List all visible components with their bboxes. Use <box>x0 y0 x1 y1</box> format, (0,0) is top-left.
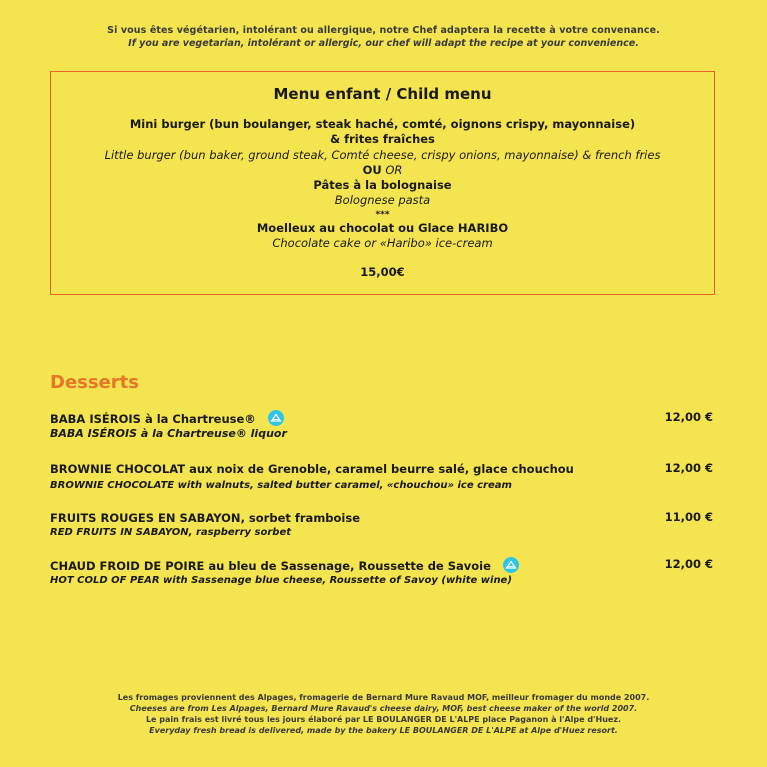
dessert-name <box>50 510 715 526</box>
footer-cheese-fr: Les fromages proviennent des Alpages, fromagerie de Bernard Mure Ravaud MOF, meilleur fromager du monde 2007. <box>117 693 650 702</box>
dietary-note-en: If you are vegetarian, intolérant or allergic, our chef will adapt the recipe at your convenience. <box>128 38 639 49</box>
footer-notes <box>0 692 767 736</box>
dessert-translation: BABA ISÉROIS à la Chartreuse® liquor <box>50 427 287 440</box>
dessert-name-bold: BABA ISÉROIS <box>50 412 141 426</box>
child-dessert-en: Chocolate cake or «Haribo» ice-cream <box>272 236 493 251</box>
child-menu-price: 15,00€ <box>360 265 405 280</box>
dessert-name-bold: FRUITS ROUGES EN SABAYON <box>50 511 241 525</box>
child-burger-en: Little burger (bun baker, ground steak, Comté cheese, crispy onions, mayonnaise) & french fries <box>104 147 661 162</box>
dessert-translation: RED FRUITS IN SABAYON, raspberry sorbet <box>50 527 292 538</box>
dessert-price: 12,00 € <box>664 410 713 424</box>
child-menu-box <box>50 71 715 295</box>
dietary-note-fr: Si vous êtes végétarien, intolérant ou allergique, notre Chef adaptera la recette à votre convenance. <box>107 25 660 36</box>
dessert-price: 12,00 € <box>664 557 713 571</box>
dessert-price: 12,00 € <box>664 461 713 475</box>
footer-bread-en: Everyday fresh bread is delivered, made by the bakery LE BOULANGER DE L'ALPE at Alpe d'Huez resort. <box>149 726 618 735</box>
dessert-name <box>50 461 715 477</box>
dessert-name-rest: aux noix de Grenoble, caramel beurre salé, glace chouchou <box>185 462 574 476</box>
dessert-item <box>50 557 715 588</box>
dessert-item <box>50 461 715 493</box>
dessert-price: 11,00 € <box>664 510 713 524</box>
dietary-note <box>0 24 767 50</box>
dessert-name-bold: CHAUD FROID DE POIRE <box>50 559 205 573</box>
child-menu-items <box>51 117 714 251</box>
child-burger-fr: Mini burger (bun boulanger, steak haché, comté, oignons crispy, mayonnaise) <box>129 117 636 131</box>
dessert-name-rest: à la Chartreuse® <box>140 412 256 426</box>
dessert-item <box>50 510 715 540</box>
or-fr: OU <box>362 162 382 177</box>
footer-bread-fr: Le pain frais est livré tous les jours élaboré par LE BOULANGER DE L'ALPE place Paganon à l'Alpe d'Huez. <box>145 715 622 724</box>
child-dessert-fr: Moelleux au chocolat ou Glace HARIBO <box>256 220 509 235</box>
child-menu-title: Menu enfant / Child menu <box>273 85 492 103</box>
or-en: OR <box>385 162 403 177</box>
dessert-translation: HOT COLD OF PEAR with Sassenage blue cheese, Roussette of Savoy (white wine) <box>50 575 512 586</box>
child-burger-fr-fries: & frites fraîches <box>330 132 435 147</box>
dessert-name <box>50 410 715 427</box>
dessert-translation: BROWNIE CHOCOLATE with walnuts, salted butter caramel, «chouchou» ice cream <box>50 480 512 491</box>
dessert-name-rest: au bleu de Sassenage, Roussette de Savoie <box>204 559 491 573</box>
dessert-name-bold: BROWNIE CHOCOLAT <box>50 462 186 476</box>
dessert-name-rest: , sorbet framboise <box>240 511 361 525</box>
mountain-icon <box>268 410 284 426</box>
footer-cheese-en: Cheeses are from Les Alpages, Bernard Mure Ravaud's cheese dairy, MOF, best cheese maker of the world 2007. <box>129 704 638 713</box>
dessert-item <box>50 410 715 441</box>
child-or-line <box>51 163 714 178</box>
mountain-icon <box>503 557 519 573</box>
child-pasta-fr: Pâtes à la bolognaise <box>313 178 452 193</box>
child-pasta-en: Bolognese pasta <box>334 193 431 208</box>
dessert-name <box>50 557 715 574</box>
child-separator: *** <box>375 209 390 220</box>
desserts-title: Desserts <box>50 372 139 393</box>
